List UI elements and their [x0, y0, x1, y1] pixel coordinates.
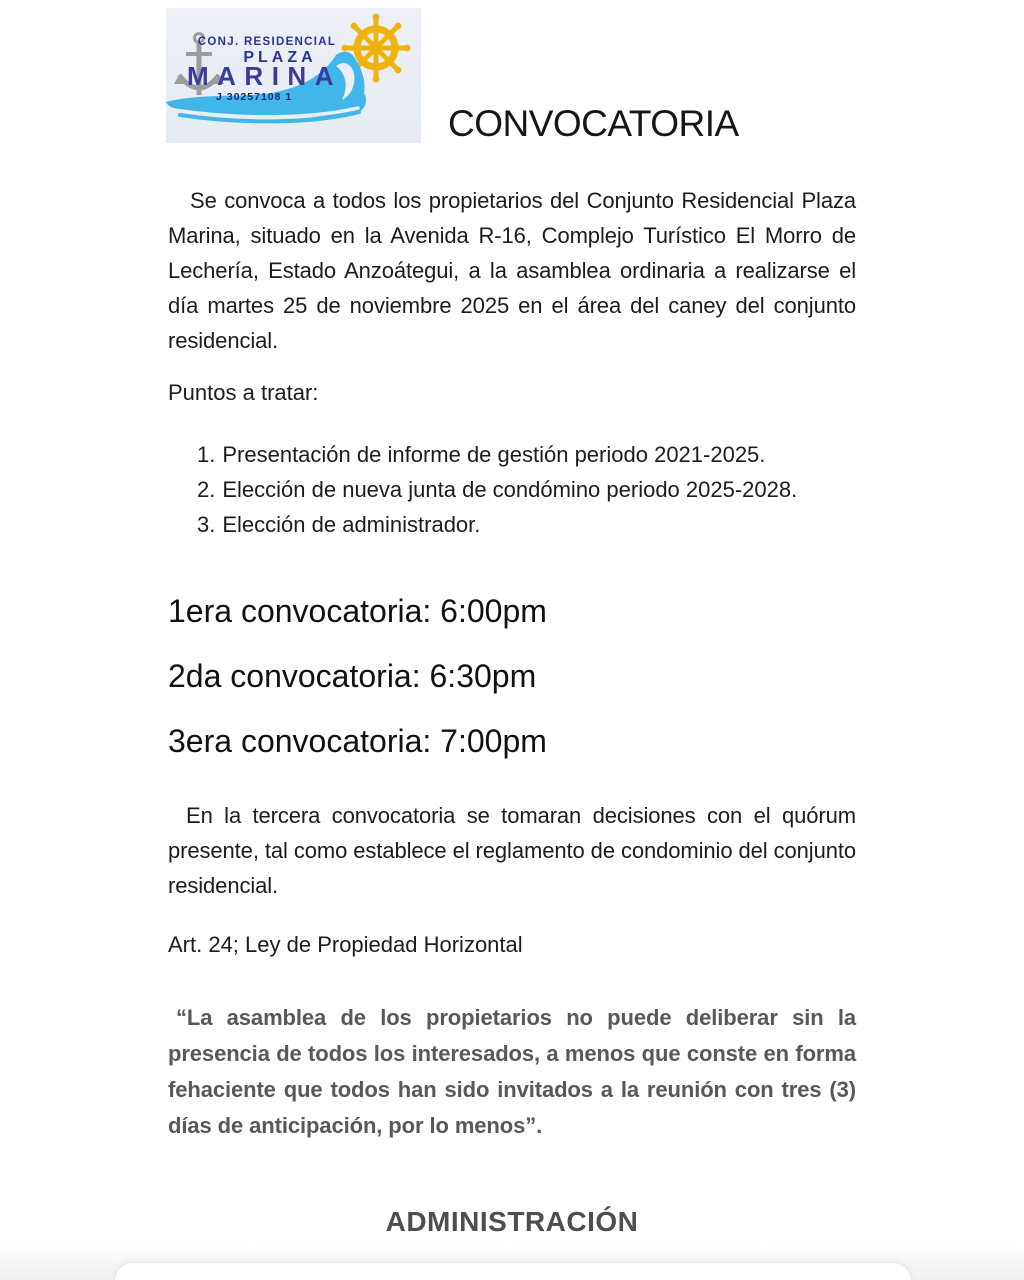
bottom-sheet-card[interactable] — [114, 1262, 912, 1280]
agenda-item-number: 2. — [197, 477, 216, 502]
logo-registration-number: J 30257108 1 — [216, 91, 293, 103]
agenda-list — [197, 437, 797, 542]
agenda-item-text: Elección de nueva junta de condómino periodo 2025-2028. — [222, 477, 798, 502]
agenda-item-2 — [197, 472, 797, 507]
legal-quote: “La asamblea de los propietarios no puede deliberar sin la presencia de todos los interesados, a menos que conste en forma fehaciente que todos han sido invitados a la reunión con tres (3) días de anticipación, por lo menos”. — [168, 1005, 856, 1138]
agenda-item-number: 1. — [197, 442, 216, 467]
agenda-item-1 — [197, 437, 797, 472]
law-reference: Art. 24; Ley de Propiedad Horizontal — [168, 932, 523, 957]
condominium-logo — [166, 8, 421, 143]
quorum-paragraph: En la tercera convocatoria se tomaran decisiones con el quórum presente, tal como establece el reglamento de condominio del conjunto residencial. — [168, 803, 856, 898]
agenda-item-number: 3. — [197, 512, 216, 537]
agenda-item-3 — [197, 507, 797, 542]
logo-line-plaza: PLAZA — [243, 49, 317, 66]
second-call-time: 2da convocatoria: 6:30pm — [168, 658, 537, 694]
agenda-heading: Puntos a tratar: — [168, 380, 319, 405]
plaza-marina-logo-graphic — [166, 8, 421, 143]
signature-administration: ADMINISTRACIÓN — [385, 1206, 639, 1237]
agenda-item-text: Presentación de informe de gestión periodo 2021-2025. — [222, 442, 766, 467]
logo-line-conj-residencial: CONJ. RESIDENCIAL — [197, 36, 337, 48]
first-call-time: 1era convocatoria: 6:00pm — [168, 593, 547, 629]
third-call-time: 3era convocatoria: 7:00pm — [168, 723, 547, 759]
intro-paragraph: Se convoca a todos los propietarios del Conjunto Residencial Plaza Marina, situado en la Avenida R-16, Complejo Turístico El Morro de Lechería, Estado Anzoátegui, a la asamblea ordinaria a realizarse el día martes 25 de noviembre 2025 en el área del caney del conjunto residencial. — [168, 188, 856, 353]
logo-line-marina: MARINA — [187, 61, 342, 91]
page-title: CONVOCATORIA — [448, 103, 739, 144]
agenda-item-text: Elección de administrador. — [222, 512, 481, 537]
